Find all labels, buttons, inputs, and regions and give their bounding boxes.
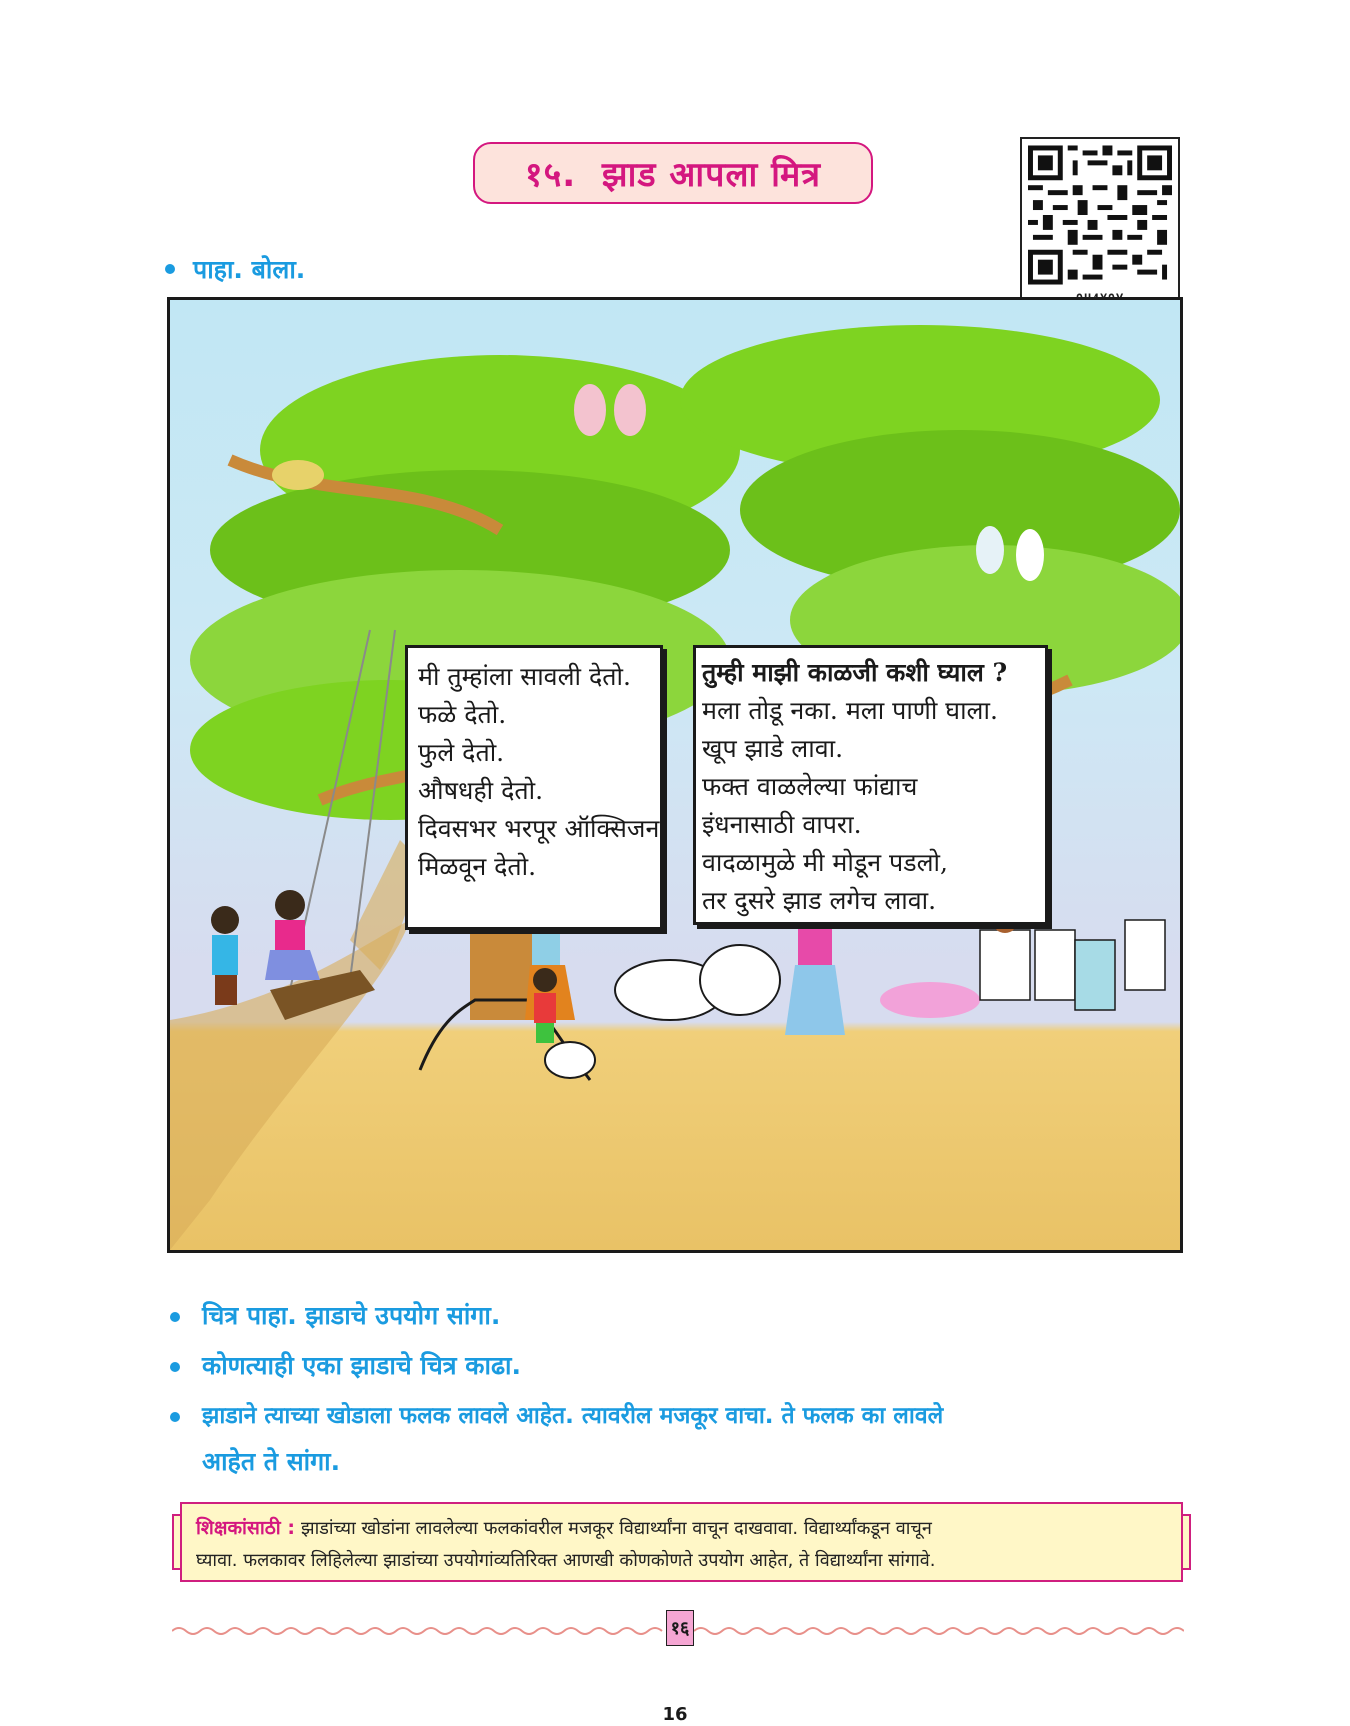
- teacher-note-label: शिक्षकांसाठी :: [196, 1517, 295, 1539]
- activity-item: [170, 1298, 500, 1332]
- note-notch-right: [1181, 1514, 1191, 1570]
- illustration-tree-scene: [167, 297, 1183, 1253]
- board-line: फक्त वाळलेल्या फांद्याच: [702, 772, 918, 801]
- board-line: इंधनासाठी वापरा.: [702, 810, 862, 839]
- activity-text: आहेत ते सांगा.: [202, 1447, 341, 1476]
- lesson-number: १५.: [524, 155, 577, 195]
- board-line: औषधही देतो.: [418, 776, 544, 805]
- page-number-marathi: १६: [670, 1618, 690, 1639]
- board-line: तर दुसरे झाड लगेच लावा.: [702, 886, 937, 915]
- lesson-title: [525, 150, 821, 196]
- wave-divider-right-icon: [694, 1625, 1184, 1637]
- board-line: दिवसभर भरपूर ऑक्सिजन: [418, 814, 660, 843]
- signboard-tree-gives: [405, 645, 663, 930]
- page-number: 16: [662, 1704, 688, 1725]
- note-notch-left: [172, 1514, 182, 1570]
- wave-divider-left-icon: [172, 1625, 666, 1637]
- activity-item-continuation: [202, 1444, 340, 1478]
- board-heading: तुम्ही माझी काळजी कशी घ्याल ?: [702, 658, 1008, 687]
- board-line: मिळवून देतो.: [418, 852, 537, 881]
- qr-pattern-icon: [1028, 145, 1172, 285]
- page-number-marathi-box: [666, 1610, 694, 1646]
- board-line: खूप झाडे लावा.: [702, 734, 844, 763]
- board-line: फळे देतो.: [418, 700, 507, 729]
- bullet-icon: [170, 1312, 180, 1322]
- teacher-note-line-2: घ्यावा. फलकावर लिहिलेल्या झाडांच्या उपयोगांव्यतिरिक्त आणखी कोणकोणते उपयोग आहेत, ते विद्यार्थ्यांना सांगावे.: [196, 1550, 936, 1571]
- activity-item: [170, 1398, 1190, 1430]
- qr-code[interactable]: [1020, 137, 1180, 313]
- bullet-icon: [170, 1412, 180, 1422]
- teacher-note: [180, 1502, 1183, 1582]
- board-line: मी तुम्हांला सावली देतो.: [418, 662, 631, 691]
- activity-item: [170, 1348, 521, 1382]
- activity-text: कोणत्याही एका झाडाचे चित्र काढा.: [202, 1351, 522, 1380]
- signboard-take-care: [693, 645, 1048, 925]
- bullet-icon: [170, 1362, 180, 1372]
- teacher-note-line-1: [196, 1512, 1167, 1545]
- board-line: मला तोडू नका. मला पाणी घाला.: [702, 696, 998, 725]
- activity-text: चित्र पाहा. झाडाचे उपयोग सांगा.: [202, 1301, 501, 1330]
- board-line: वादळामुळे मी मोडून पडलो,: [702, 848, 948, 877]
- intro-instruction-text: पाहा. बोला.: [193, 255, 306, 284]
- lesson-title-box: [473, 142, 873, 204]
- board-line: फुले देतो.: [418, 738, 505, 767]
- activity-text: झाडाने त्याच्या खोडाला फलक लावले आहेत. त्यावरील मजकूर वाचा. ते फलक का लावले: [202, 1403, 944, 1429]
- bullet-icon: [165, 264, 175, 274]
- teacher-note-text: झाडांच्या खोडांना लावलेल्या फलकांवरील मजकूर विद्यार्थ्यांना वाचून दाखवावा. विद्यार्थ्यांकडून वाचून: [300, 1518, 932, 1539]
- intro-instruction: [165, 252, 305, 286]
- lesson-title-text: झाड आपला मित्र: [601, 155, 822, 195]
